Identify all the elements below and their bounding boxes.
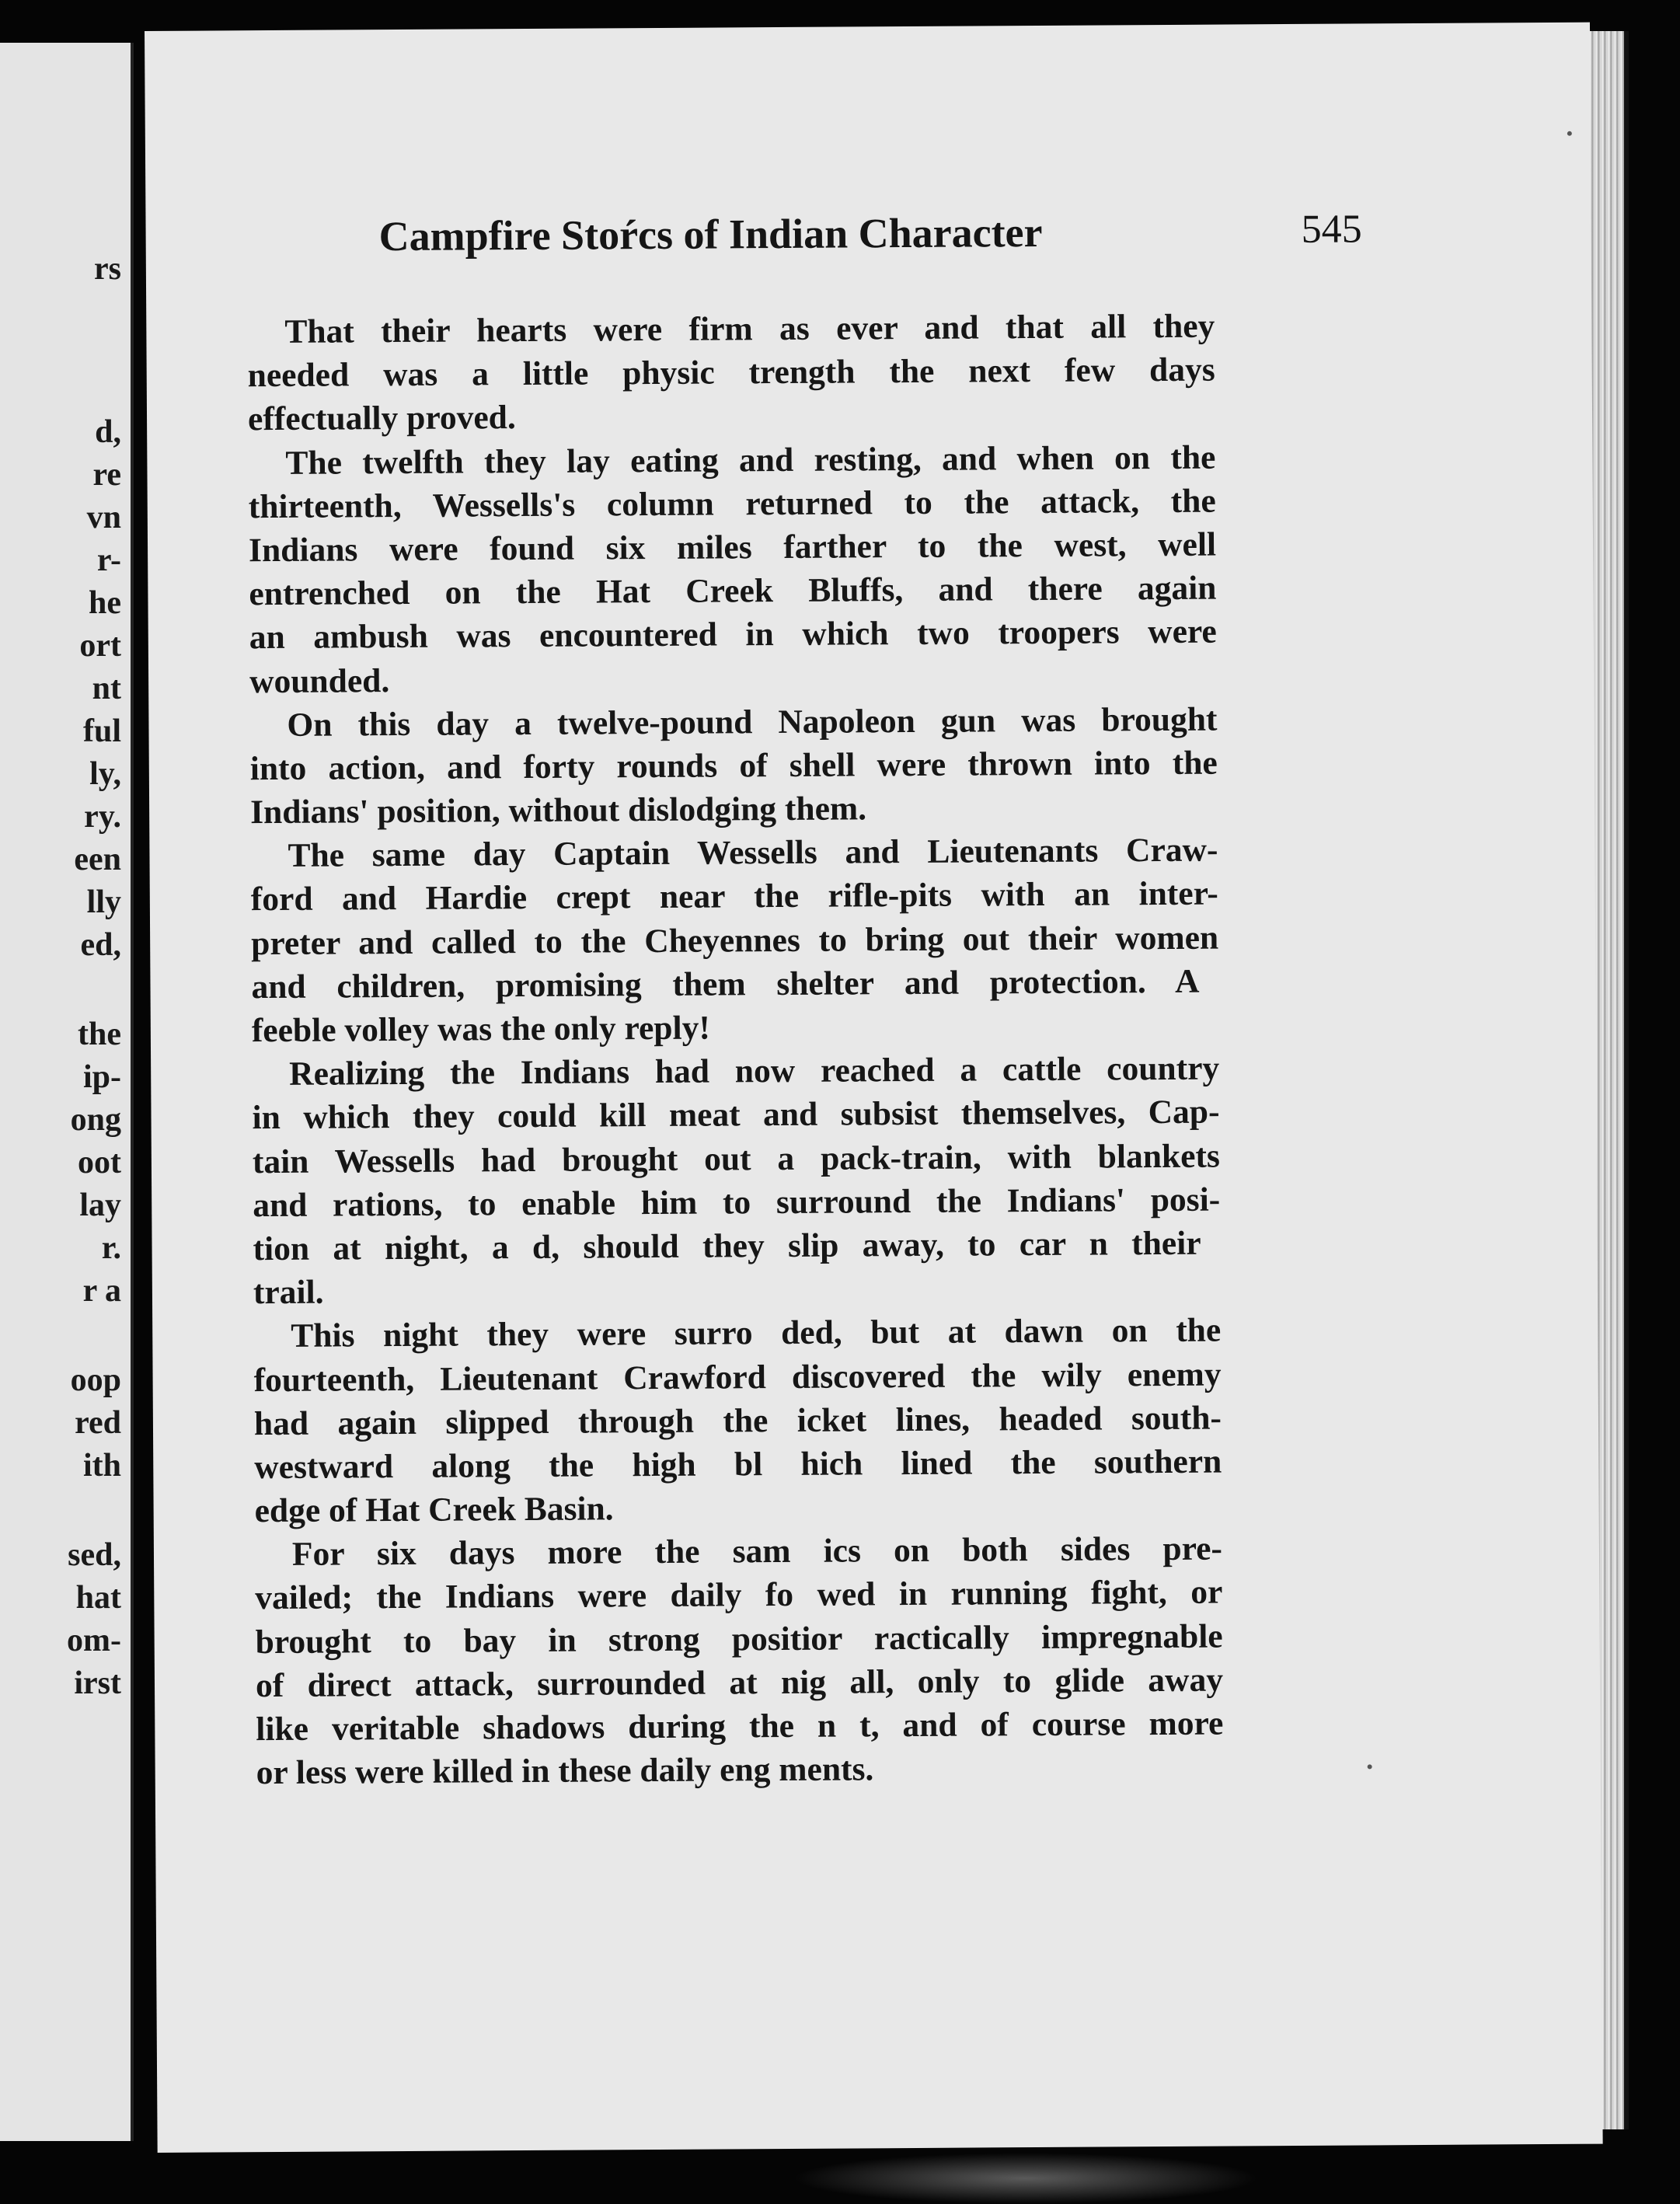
left-page-fragment: oop [70, 1362, 121, 1398]
text-line: This night they were surro ded, but at dawn on the [291, 1311, 1222, 1355]
body-text [247, 305, 1224, 1795]
text-line: Realizing the Indians had now reached a cattle country [289, 1049, 1220, 1093]
text-line: preter and called to the Cheyennes to bring out their women [251, 919, 1219, 962]
text-line: into action, and forty rounds of shell were thrown into the [249, 744, 1218, 788]
left-page-fragment: irst [74, 1665, 121, 1701]
left-page-fragment: ry. [84, 799, 121, 835]
page-header [378, 206, 1361, 274]
left-page-fragment: re [92, 457, 121, 493]
left-page-fragment: sed, [68, 1537, 121, 1573]
left-page-fragment: een [74, 842, 121, 877]
text-line: and children, promising them shelter and protection. A [251, 962, 1200, 1006]
book-page [145, 23, 1603, 2153]
scan-artifact [793, 2153, 1259, 2204]
text-line: or less were killed in these daily eng ments. [256, 1750, 874, 1792]
text-line: of direct attack, surrounded at nig all, only to glide away [255, 1661, 1224, 1704]
left-page-fragment: om- [67, 1623, 121, 1658]
text-line: tain Wessells had brought out a pack-train, with blankets [252, 1137, 1221, 1180]
left-page-fragment: lly [86, 884, 121, 920]
text-line: trail. [253, 1273, 324, 1312]
left-page-fragment: ed, [80, 927, 121, 963]
text-line: like veritable shadows during the n t, and of course more [256, 1704, 1224, 1749]
page-number: 545 [1301, 207, 1362, 252]
left-page-fragment: red [75, 1405, 121, 1441]
text-line: and rations, to enable him to surround the Indians' posi- [253, 1180, 1221, 1224]
text-line: The twelfth they lay eating and resting, and when on the [285, 438, 1216, 482]
left-page-fragment: ong [70, 1102, 121, 1138]
left-page-fragment: ort [79, 628, 121, 664]
left-page-fragment: oot [78, 1145, 121, 1180]
text-line: wounded. [249, 661, 390, 700]
left-page-fragment: he [89, 585, 121, 621]
text-line: had again slipped through the icket lines, headed south- [253, 1399, 1222, 1442]
left-facing-page [0, 43, 134, 2141]
left-page-fragment: r. [101, 1230, 121, 1266]
text-line: Indians' position, without dislodging them. [249, 790, 867, 832]
text-line: On this day a twelve-pound Napoleon gun was brought [287, 700, 1218, 744]
text-line: thirteenth, Wessells's column returned to the attack, the [248, 482, 1216, 525]
text-line: an ambush was encountered in which two troopers were [249, 612, 1217, 657]
text-line: Indians were found six miles farther to the west, well [248, 525, 1217, 570]
text-line: For six days more the sam ics on both sides pre- [291, 1529, 1223, 1574]
left-page-fragment: ly, [89, 756, 121, 792]
left-page-fragment: rs [94, 251, 121, 287]
text-line: ford and Hardie crept near the rifle-pits with an inter- [250, 875, 1218, 919]
text-line: feeble volley was the only reply! [251, 1009, 710, 1050]
left-page-fragment: ful [82, 713, 121, 749]
left-page-fragment: vn [86, 500, 121, 535]
left-page-fragment: the [78, 1017, 121, 1052]
text-line: entrenched on the Hat Creek Bluffs, and there again [249, 569, 1217, 613]
left-page-fragment: ith [82, 1448, 121, 1484]
left-page-fragment: ip- [82, 1059, 121, 1095]
text-line: effectually proved. [247, 399, 516, 438]
left-page-fragment: lay [79, 1187, 121, 1223]
text-line: That their hearts were firm as ever and that all they [284, 307, 1215, 350]
text-line: vailed; the Indians were daily fo wed in running fight, or [255, 1574, 1223, 1617]
text-line: edge of Hat Creek Basin. [254, 1490, 614, 1530]
text-line: tion at night, a d, should they slip away, to car n their [253, 1224, 1201, 1268]
left-page-fragment: hat [75, 1580, 121, 1616]
text-line: westward along the high bl hich lined the southern [254, 1442, 1222, 1487]
text-line: fourteenth, Lieutenant Crawford discovered the wily enemy [253, 1355, 1222, 1399]
text-line: needed was a little physic trength the next few days [247, 350, 1215, 395]
dust-speck [1567, 131, 1572, 136]
running-head: Campfire Stoŕcs of Indian Character [378, 208, 1043, 260]
text-line: brought to bay in strong positior ractically impregnable [255, 1617, 1223, 1661]
left-page-fragment: r a [82, 1273, 121, 1309]
left-page-fragment: nt [92, 671, 121, 706]
text-line: The same day Captain Wessells and Lieutenants Craw- [288, 831, 1218, 875]
left-page-fragment: d, [95, 414, 121, 450]
text-line: in which they could kill meat and subsist themselves, Cap- [252, 1093, 1220, 1137]
left-page-fragment: r- [96, 542, 121, 578]
dust-speck [1368, 1764, 1372, 1769]
